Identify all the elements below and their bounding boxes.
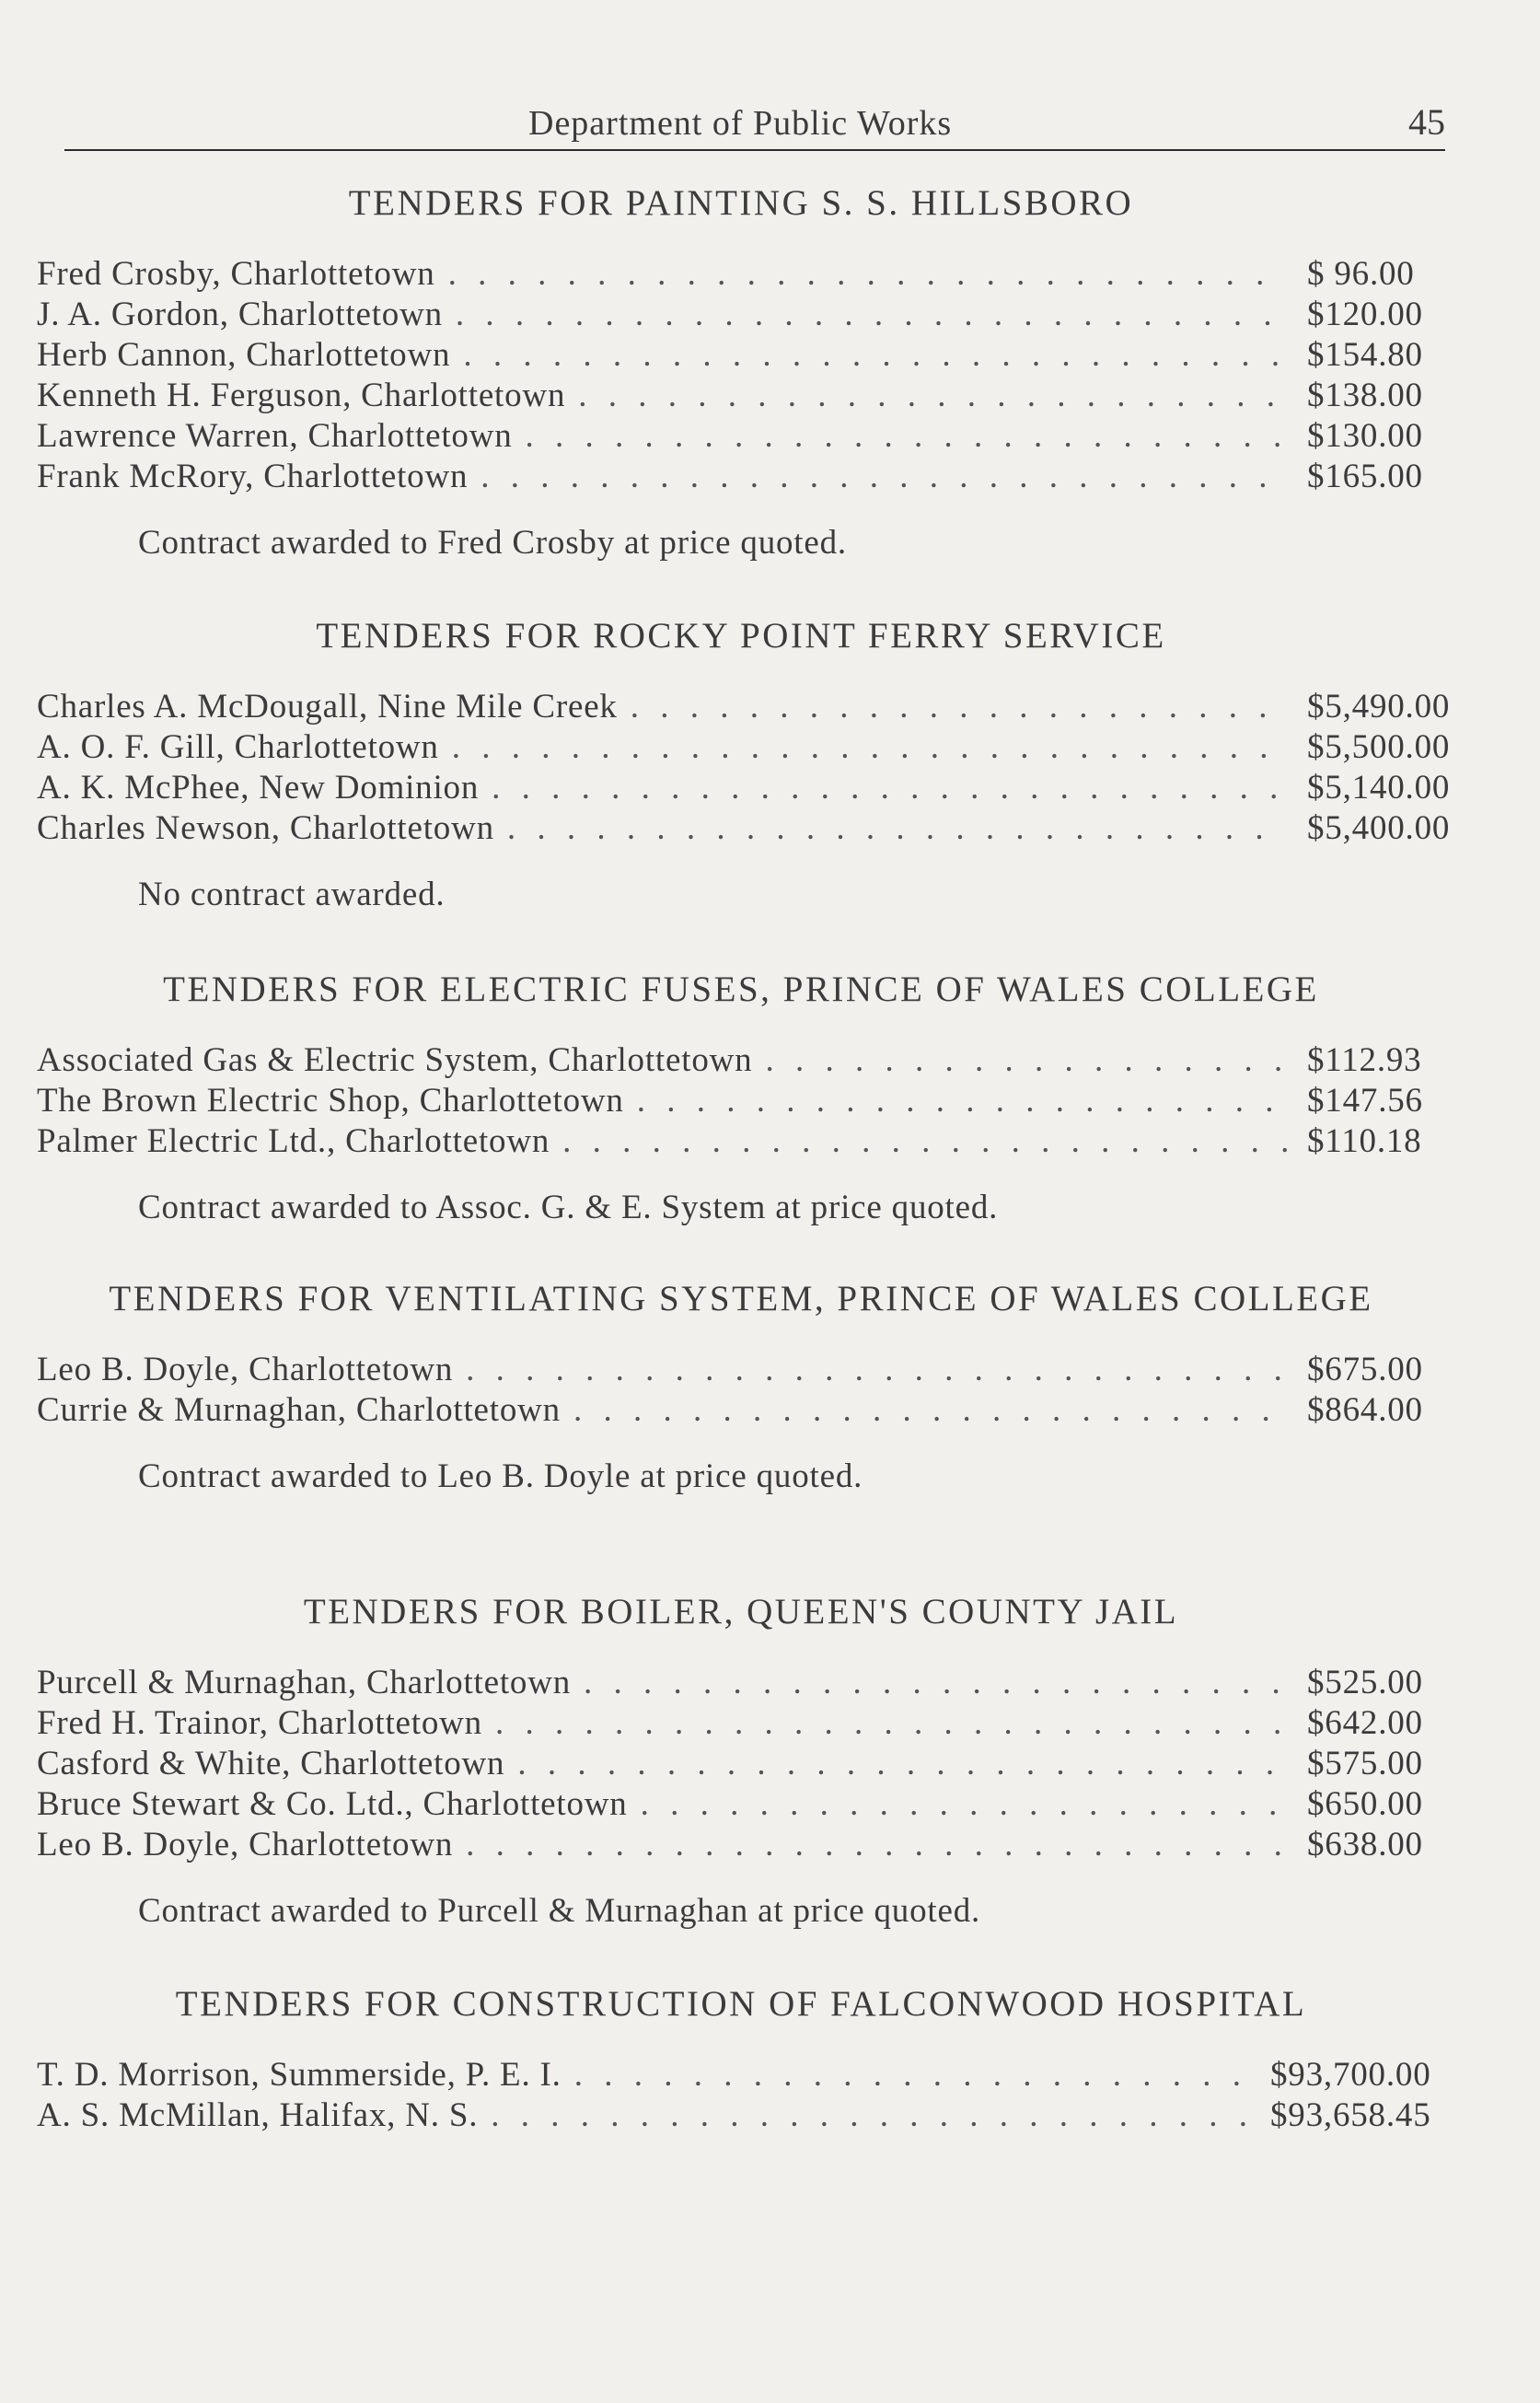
dot-leader [526,416,1287,457]
tender-price: $5,500.00 [1307,728,1451,766]
tender-name: Lawrence Warren, Charlottetown [37,417,513,455]
tender-row [37,768,1451,808]
tender-row [37,1121,1445,1162]
dot-leader [641,1784,1287,1825]
tender-row [37,808,1451,849]
tender-row [37,1350,1445,1390]
section-title: TENDERS FOR PAINTING S. S. HILLSBORO [348,183,1134,223]
tender-row [37,1703,1445,1744]
tender-row [37,1744,1445,1784]
tender-row [37,687,1451,727]
tender-name: Leo B. Doyle, Charlottetown [37,1826,454,1863]
tender-price: $5,490.00 [1307,688,1451,726]
section-falconwood-hospital [37,1981,1445,2136]
tender-row [37,1663,1445,1703]
running-header [64,88,1445,153]
tender-row [37,1081,1445,1121]
tender-row [37,295,1445,335]
tender-list [37,1663,1445,1865]
tender-name: Charles Newson, Charlottetown [37,809,494,847]
dot-leader [452,727,1287,768]
tender-list [37,2055,1445,2136]
tender-name: Frank McRory, Charlottetown [37,458,469,495]
tender-price: $93,658.45 [1270,2096,1431,2134]
section-ventilating-system [37,1276,1445,1497]
dot-leader [448,254,1287,295]
tender-price: $112.93 [1307,1041,1422,1079]
tender-name: Fred Crosby, Charlottetown [37,255,435,293]
tender-name: Leo B. Doyle, Charlottetown [37,1351,454,1388]
tender-row [37,416,1445,457]
dot-leader [495,1703,1287,1744]
dot-leader [456,295,1287,335]
tender-name: A. K. McPhee, New Dominion [37,769,480,807]
dot-leader [466,1350,1287,1390]
tender-price: $93,700.00 [1270,2056,1431,2094]
tender-price: $650.00 [1307,1785,1423,1823]
dot-leader [491,2095,1250,2136]
tender-name: Currie & Murnaghan, Charlottetown [37,1391,561,1429]
contract-note: Contract awarded to Assoc. G. & E. System at price quoted. [138,1189,999,1226]
dot-leader [584,1663,1287,1703]
tender-price: $5,140.00 [1307,769,1451,807]
tender-name: T. D. Morrison, Summerside, P. E. I. [37,2056,562,2094]
section-boiler-jail [37,1589,1445,1932]
dot-leader [463,335,1287,376]
tender-name: A. S. McMillan, Halifax, N. S. [37,2096,479,2134]
tender-name: Palmer Electric Ltd., Charlottetown [37,1122,550,1160]
section-rocky-point-ferry [37,613,1451,915]
dot-leader [765,1040,1287,1081]
tender-price: $575.00 [1307,1745,1423,1782]
tender-name: Bruce Stewart & Co. Ltd., Charlottetown [37,1785,628,1823]
tender-price: $642.00 [1307,1704,1423,1742]
tender-name: Herb Cannon, Charlottetown [37,336,451,374]
tender-price: $864.00 [1307,1391,1423,1429]
page-number: 45 [1399,100,1445,144]
tender-name: A. O. F. Gill, Charlottetown [37,728,439,766]
dot-leader [574,2055,1250,2095]
dot-leader [562,1121,1287,1162]
section-title: TENDERS FOR VENTILATING SYSTEM, PRINCE OF WALES COLLEGE [109,1279,1373,1318]
tender-price: $675.00 [1307,1351,1423,1388]
section-electric-fuses [37,967,1445,1228]
section-painting-hillsboro [37,180,1445,563]
section-title: TENDERS FOR CONSTRUCTION OF FALCONWOOD HOSPITAL [175,1984,1307,2024]
section-title: TENDERS FOR BOILER, QUEEN'S COUNTY JAIL [303,1592,1179,1631]
tender-row [37,335,1445,376]
dot-leader [578,376,1287,416]
tender-name: Charles A. McDougall, Nine Mile Creek [37,688,618,726]
tender-row [37,376,1445,416]
dot-leader [507,808,1287,849]
tender-name: Associated Gas & Electric System, Charlottetown [37,1041,753,1079]
tender-price: $638.00 [1307,1826,1423,1863]
tender-price: $154.80 [1307,336,1423,374]
tender-price: $147.56 [1307,1082,1423,1120]
section-title: TENDERS FOR ELECTRIC FUSES, PRINCE OF WALES COLLEGE [163,969,1319,1009]
tender-name: Purcell & Murnaghan, Charlottetown [37,1664,572,1701]
document-page [37,0,1451,2403]
contract-note: Contract awarded to Leo B. Doyle at price quoted. [138,1457,863,1495]
tender-name: The Brown Electric Shop, Charlottetown [37,1082,624,1120]
header-title: Department of Public Works [515,103,965,144]
tender-price: $110.18 [1307,1122,1422,1160]
dot-leader [492,768,1287,808]
header-rule [64,149,1445,151]
tender-row [37,1040,1445,1081]
tender-price: $120.00 [1307,296,1423,333]
contract-note: No contract awarded. [138,876,446,913]
tender-row [37,2055,1445,2095]
tender-name: Fred H. Trainor, Charlottetown [37,1704,482,1742]
tender-name: J. A. Gordon, Charlottetown [37,296,443,333]
tender-row [37,1825,1445,1865]
tender-name: Kenneth H. Ferguson, Charlottetown [37,377,566,414]
dot-leader [573,1390,1287,1431]
dot-leader [517,1744,1287,1784]
contract-note: Contract awarded to Purcell & Murnaghan at price quoted. [138,1892,981,1930]
tender-price: $525.00 [1307,1664,1423,1701]
tender-row [37,457,1445,497]
tender-price: $138.00 [1307,377,1423,414]
tender-price: $165.00 [1307,458,1423,495]
tender-name: Casford & White, Charlottetown [37,1745,505,1782]
tender-list [37,254,1445,497]
tender-row [37,1390,1445,1431]
section-title: TENDERS FOR ROCKY POINT FERRY SERVICE [316,616,1166,656]
contract-note: Contract awarded to Fred Crosby at price quoted. [138,524,847,562]
tender-list [37,687,1451,849]
tender-price: $ 96.00 [1307,255,1415,293]
tender-row [37,2095,1445,2136]
tender-list [37,1040,1445,1162]
dot-leader [481,457,1287,497]
tender-row [37,1784,1445,1825]
tender-price: $5,400.00 [1307,809,1451,847]
tender-list [37,1350,1445,1431]
tender-row [37,727,1451,768]
dot-leader [631,687,1287,727]
dot-leader [637,1081,1287,1121]
tender-price: $130.00 [1307,417,1423,455]
dot-leader [466,1825,1287,1865]
tender-row [37,254,1445,295]
